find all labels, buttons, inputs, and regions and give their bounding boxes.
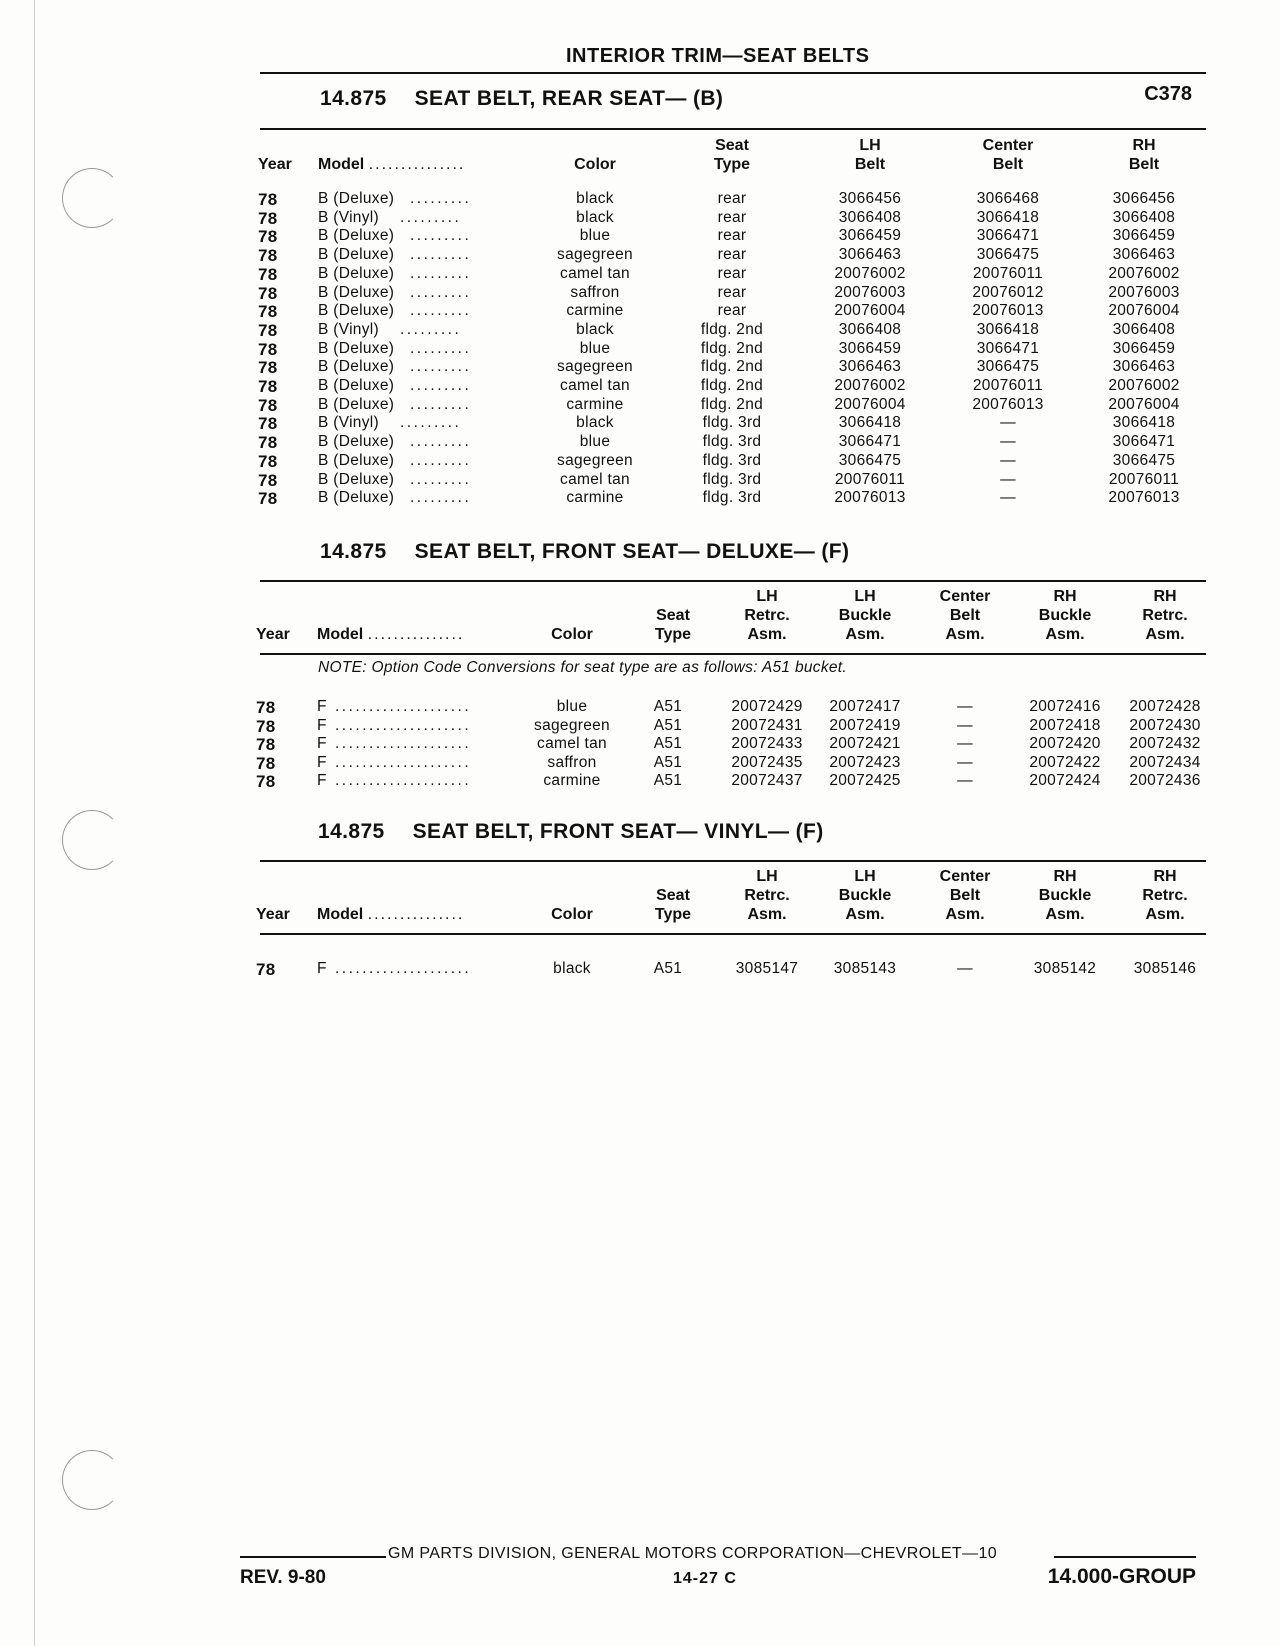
seat-type-cell: rear (717, 302, 747, 320)
rh-belt-cell: 3066408 (1112, 320, 1176, 338)
lh-belt-cell: 3066459 (838, 227, 902, 245)
table-row (0, 471, 1280, 490)
year-cell: 78 (256, 753, 276, 773)
rh-buckle-cell: 20072424 (1029, 772, 1101, 789)
seat-type-cell: fldg. 2nd (700, 377, 764, 394)
rh-belt-cell: 3066418 (1112, 414, 1176, 432)
rh-buckle-cell: 3085142 (1033, 960, 1097, 977)
model-cell: F (317, 772, 327, 789)
section-number: 14.875 (320, 87, 387, 110)
year-cell: 78 (258, 208, 278, 228)
catalog-code: C378 (1144, 83, 1192, 105)
section-number: 14.875 (320, 540, 387, 563)
year-cell: 78 (258, 395, 278, 415)
section-title-rear (320, 87, 723, 111)
table-row (0, 227, 1280, 246)
col-year: Year (256, 906, 290, 923)
dot-leader: .................... (335, 960, 472, 977)
center-belt-cell: 3066475 (976, 246, 1040, 264)
seat-type-cell: rear (717, 227, 747, 245)
col-color: Color (551, 906, 593, 923)
center-belt-cell: 3066418 (976, 208, 1040, 226)
seat-type-cell: rear (717, 283, 747, 301)
seat-type-cell: fldg. 3rd (702, 433, 762, 451)
year-cell: 78 (258, 470, 278, 490)
rh-belt-cell: 3066456 (1112, 190, 1176, 207)
section-number: 14.875 (318, 820, 385, 843)
table-row (0, 396, 1280, 415)
dot-leader: ............... (367, 626, 465, 643)
dot-leader: ......... (410, 264, 472, 282)
dot-leader: ......... (410, 190, 472, 207)
lh-buckle-cell: 20072421 (829, 735, 901, 752)
col-year: Year (258, 156, 292, 173)
footer-rule-left (240, 1556, 386, 1558)
color-cell: blue (579, 227, 611, 245)
col-rh-buckle: RH Buckle Asm. (1038, 588, 1092, 643)
model-cell: B (Deluxe) (318, 470, 395, 488)
table-row (0, 735, 1280, 754)
rh-retrc-cell: 20072428 (1129, 698, 1201, 715)
color-cell: camel tan (560, 377, 630, 394)
table-row (0, 414, 1280, 433)
model-cell: B (Deluxe) (318, 302, 395, 320)
table-row (0, 698, 1280, 717)
color-cell: black (576, 320, 614, 338)
col-rh-retrc: RH Retrc. Asm. (1142, 588, 1188, 643)
page-number: 14-27 C (673, 1570, 737, 1587)
col-color: Color (574, 156, 616, 173)
center-belt-cell: 3066471 (976, 339, 1040, 357)
dot-leader: .................... (335, 716, 472, 734)
col-lh-retrc: LH Retrc. Asm. (744, 868, 790, 923)
dot-leader: ......... (410, 246, 472, 264)
col-model: Model ............... (317, 626, 465, 643)
dot-leader: ......... (400, 414, 462, 432)
dot-leader: .................... (335, 772, 472, 789)
dot-leader: ......... (400, 208, 462, 226)
seat-type-cell: A51 (653, 716, 683, 734)
dot-leader: ............... (367, 906, 465, 923)
color-cell: carmine (566, 395, 624, 413)
model-cell: B (Vinyl) (318, 320, 379, 338)
footer-publisher: GM PARTS DIVISION, GENERAL MOTORS CORPORATION—CHEVROLET—10 (388, 1545, 998, 1562)
model-cell: F (317, 716, 327, 734)
lh-retrc-cell: 20072435 (731, 753, 803, 771)
rh-belt-cell: 3066463 (1112, 246, 1176, 264)
model-cell: B (Deluxe) (318, 190, 395, 207)
color-cell: carmine (543, 772, 601, 789)
model-cell: B (Deluxe) (318, 377, 395, 394)
center-belt-cell: 3066418 (976, 320, 1040, 338)
center-belt-cell: 20076011 (972, 264, 1044, 282)
rh-belt-cell: 3066459 (1112, 339, 1176, 357)
dot-leader: ......... (410, 489, 472, 507)
model-cell: B (Deluxe) (318, 451, 395, 469)
table-row (0, 190, 1280, 209)
col-model: Model ............... (318, 156, 466, 173)
seat-type-cell: fldg. 2nd (700, 358, 764, 376)
lh-belt-cell: 3066475 (838, 451, 902, 469)
seat-type-cell: A51 (653, 698, 683, 715)
table-row (0, 284, 1280, 303)
model-cell: B (Deluxe) (318, 264, 395, 282)
table-row (0, 489, 1280, 508)
seat-type-cell: A51 (653, 772, 683, 789)
dot-leader: .................... (335, 698, 472, 715)
seat-type-cell: fldg. 2nd (700, 395, 764, 413)
rh-belt-cell: 3066475 (1112, 451, 1176, 469)
center-belt-cell: 3066468 (976, 190, 1040, 207)
model-cell: B (Vinyl) (318, 208, 379, 226)
section-rule (260, 580, 1206, 582)
center-belt-cell: — (957, 698, 973, 715)
section-title-front-vinyl (318, 820, 824, 844)
table-row (0, 265, 1280, 284)
rh-retrc-cell: 3085146 (1133, 960, 1197, 977)
dot-leader: ......... (400, 320, 462, 338)
dot-leader: ......... (410, 395, 472, 413)
lh-belt-cell: 20076004 (834, 302, 906, 320)
color-cell: camel tan (560, 470, 630, 488)
rh-retrc-cell: 20072432 (1129, 735, 1201, 752)
seat-type-cell: fldg. 2nd (700, 339, 764, 357)
col-rh-belt: RH Belt (1128, 137, 1160, 173)
year-cell: 78 (256, 735, 276, 754)
center-belt-cell: — (957, 753, 973, 771)
rh-buckle-cell: 20072420 (1029, 735, 1101, 752)
rh-belt-cell: 3066459 (1112, 227, 1176, 245)
group-number: 14.000-GROUP (1047, 1565, 1196, 1588)
year-cell: 78 (258, 283, 278, 303)
year-cell: 78 (258, 264, 278, 284)
lh-belt-cell: 3066408 (838, 320, 902, 338)
dot-leader: ......... (410, 470, 472, 488)
seat-type-cell: fldg. 3rd (702, 414, 762, 432)
col-center-belt: Center Belt Asm. (939, 868, 991, 923)
rh-belt-cell: 20076003 (1108, 283, 1180, 301)
dot-leader: ......... (410, 302, 472, 320)
dot-leader: ......... (410, 358, 472, 376)
table-row (0, 358, 1280, 377)
header-underline (260, 653, 1206, 655)
model-cell: F (317, 960, 327, 977)
color-cell: sagegreen (557, 246, 633, 264)
center-belt-cell: 20076013 (972, 395, 1044, 413)
model-cell: F (317, 753, 327, 771)
dot-leader: ......... (410, 377, 472, 394)
rh-buckle-cell: 20072416 (1029, 698, 1101, 715)
color-cell: camel tan (537, 735, 607, 752)
color-cell: saffron (570, 283, 620, 301)
color-cell: black (576, 414, 614, 432)
color-cell: camel tan (560, 264, 630, 282)
year-cell: 78 (258, 190, 278, 209)
model-cell: B (Deluxe) (318, 489, 395, 507)
model-cell: B (Deluxe) (318, 358, 395, 376)
table-row (0, 321, 1280, 340)
col-lh-buckle: LH Buckle Asm. (838, 588, 892, 643)
color-cell: sagegreen (534, 716, 610, 734)
rh-retrc-cell: 20072434 (1129, 753, 1201, 771)
table-row (0, 377, 1280, 396)
rh-belt-cell: 20076002 (1108, 377, 1180, 394)
rh-belt-cell: 20076011 (1108, 470, 1180, 488)
seat-type-cell: fldg. 3rd (702, 451, 762, 469)
dot-leader: .................... (335, 753, 472, 771)
model-cell: B (Vinyl) (318, 414, 379, 432)
section-heading: SEAT BELT, FRONT SEAT— VINYL— (F) (412, 820, 824, 843)
year-cell: 78 (258, 320, 278, 340)
model-cell: B (Deluxe) (318, 339, 395, 357)
color-cell: carmine (566, 489, 624, 507)
lh-retrc-cell: 20072433 (731, 735, 803, 752)
footer-rule-right (1054, 1556, 1196, 1558)
lh-buckle-cell: 20072417 (829, 698, 901, 715)
lh-belt-cell: 20076003 (834, 283, 906, 301)
table-row (0, 246, 1280, 265)
year-cell: 78 (258, 451, 278, 471)
year-cell: 78 (258, 227, 278, 247)
col-center-belt: Center Belt Asm. (939, 588, 991, 643)
table-row (0, 433, 1280, 452)
rh-belt-cell: 20076004 (1108, 302, 1180, 320)
lh-belt-cell: 3066408 (838, 208, 902, 226)
color-cell: saffron (547, 753, 597, 771)
section-heading: SEAT BELT, FRONT SEAT— DELUXE— (F) (414, 540, 850, 563)
color-cell: carmine (566, 302, 624, 320)
year-cell: 78 (258, 358, 278, 378)
year-cell: 78 (258, 246, 278, 266)
revision-date: REV. 9-80 (240, 1567, 326, 1588)
rh-retrc-cell: 20072430 (1129, 716, 1201, 734)
rh-buckle-cell: 20072418 (1029, 716, 1101, 734)
rh-belt-cell: 3066463 (1112, 358, 1176, 376)
year-cell: 78 (256, 960, 276, 979)
table-row (0, 772, 1280, 791)
col-year: Year (256, 626, 290, 643)
lh-belt-cell: 20076013 (834, 489, 906, 507)
year-cell: 78 (258, 489, 278, 509)
year-cell: 78 (258, 339, 278, 359)
table-row (0, 754, 1280, 773)
header-rule (260, 72, 1206, 74)
seat-type-cell: fldg. 3rd (702, 489, 762, 507)
center-belt-cell: — (1000, 489, 1016, 507)
seat-type-cell: rear (717, 190, 747, 207)
col-seat-type: Seat Type (713, 137, 751, 173)
center-belt-cell: — (957, 716, 973, 734)
center-belt-cell: 3066471 (976, 227, 1040, 245)
section-title-front-deluxe (320, 540, 849, 564)
table-row (0, 209, 1280, 228)
seat-type-cell: rear (717, 246, 747, 264)
table-row (0, 452, 1280, 471)
lh-belt-cell: 3066471 (838, 433, 902, 451)
col-seat-type: Seat Type (654, 607, 692, 643)
seat-type-cell: A51 (653, 753, 683, 771)
model-cell: B (Deluxe) (318, 246, 395, 264)
dot-leader: ......... (410, 283, 472, 301)
model-cell: F (317, 735, 327, 752)
year-cell: 78 (258, 377, 278, 396)
color-cell: blue (556, 698, 588, 715)
section-rule (260, 128, 1206, 130)
center-belt-cell: 20076011 (972, 377, 1044, 394)
lh-buckle-cell: 20072419 (829, 716, 901, 734)
lh-retrc-cell: 20072431 (731, 716, 803, 734)
color-cell: sagegreen (557, 358, 633, 376)
col-lh-belt: LH Belt (854, 137, 886, 173)
lh-belt-cell: 20076002 (834, 377, 906, 394)
lh-belt-cell: 3066456 (838, 190, 902, 207)
year-cell: 78 (258, 433, 278, 453)
col-lh-retrc: LH Retrc. Asm. (744, 588, 790, 643)
rh-belt-cell: 20076004 (1108, 395, 1180, 413)
lh-belt-cell: 3066463 (838, 358, 902, 376)
lh-retrc-cell: 3085147 (735, 960, 799, 977)
col-color: Color (551, 626, 593, 643)
rh-belt-cell: 3066471 (1112, 433, 1176, 451)
col-lh-buckle: LH Buckle Asm. (838, 868, 892, 923)
year-cell: 78 (258, 302, 278, 322)
center-belt-cell: 3066475 (976, 358, 1040, 376)
rh-belt-cell: 3066408 (1112, 208, 1176, 226)
table-row (0, 340, 1280, 359)
lh-buckle-cell: 20072423 (829, 753, 901, 771)
model-cell: F (317, 698, 327, 715)
center-belt-cell: — (1000, 451, 1016, 469)
lh-belt-cell: 20076004 (834, 395, 906, 413)
punch-hole (62, 1450, 122, 1510)
center-belt-cell: — (957, 735, 973, 752)
col-model: Model ............... (317, 906, 465, 923)
dot-leader: ......... (410, 227, 472, 245)
color-cell: black (553, 960, 591, 977)
table-row (0, 960, 1280, 979)
color-cell: black (576, 190, 614, 207)
color-cell: blue (579, 339, 611, 357)
dot-leader: ......... (410, 451, 472, 469)
lh-buckle-cell: 3085143 (833, 960, 897, 977)
col-rh-retrc: RH Retrc. Asm. (1142, 868, 1188, 923)
model-cell: B (Deluxe) (318, 433, 395, 451)
model-cell: B (Deluxe) (318, 283, 395, 301)
punch-hole (62, 810, 122, 870)
rh-belt-cell: 20076002 (1108, 264, 1180, 282)
rh-retrc-cell: 20072436 (1129, 772, 1201, 789)
lh-retrc-cell: 20072429 (731, 698, 803, 715)
center-belt-cell: 20076013 (972, 302, 1044, 320)
seat-type-cell: A51 (653, 960, 683, 977)
color-cell: sagegreen (557, 451, 633, 469)
header-underline (260, 933, 1206, 935)
section-heading: SEAT BELT, REAR SEAT— (B) (414, 87, 724, 110)
seat-type-cell: fldg. 3rd (702, 470, 762, 488)
table-row (0, 717, 1280, 736)
lh-retrc-cell: 20072437 (731, 772, 803, 789)
rh-belt-cell: 20076013 (1108, 489, 1180, 507)
table-row (0, 302, 1280, 321)
seat-type-cell: rear (717, 264, 747, 282)
rh-buckle-cell: 20072422 (1029, 753, 1101, 771)
seat-type-cell: A51 (653, 735, 683, 752)
color-cell: blue (579, 433, 611, 451)
year-cell: 78 (258, 414, 278, 434)
center-belt-cell: — (1000, 414, 1016, 432)
model-cell: B (Deluxe) (318, 227, 395, 245)
lh-belt-cell: 20076002 (834, 264, 906, 282)
year-cell: 78 (256, 716, 276, 736)
color-cell: black (576, 208, 614, 226)
lh-buckle-cell: 20072425 (829, 772, 901, 789)
lh-belt-cell: 3066463 (838, 246, 902, 264)
seat-type-cell: fldg. 2nd (700, 320, 764, 338)
lh-belt-cell: 3066459 (838, 339, 902, 357)
page-header-title: INTERIOR TRIM—SEAT BELTS (566, 45, 870, 67)
seat-type-cell: rear (717, 208, 747, 226)
center-belt-cell: — (1000, 470, 1016, 488)
dot-leader: ......... (410, 339, 472, 357)
col-seat-type: Seat Type (654, 887, 692, 923)
center-belt-cell: 20076012 (972, 283, 1044, 301)
model-cell: B (Deluxe) (318, 395, 395, 413)
option-code-note: NOTE: Option Code Conversions for seat type are as follows: A51 bucket. (318, 659, 848, 676)
dot-leader: ............... (368, 156, 466, 173)
center-belt-cell: — (1000, 433, 1016, 451)
center-belt-cell: — (957, 772, 973, 789)
dot-leader: .................... (335, 735, 472, 752)
year-cell: 78 (256, 772, 276, 791)
lh-belt-cell: 3066418 (838, 414, 902, 432)
col-rh-buckle: RH Buckle Asm. (1038, 868, 1092, 923)
col-center-belt: Center Belt (982, 137, 1034, 173)
year-cell: 78 (256, 698, 276, 717)
section-rule (260, 860, 1206, 862)
center-belt-cell: — (957, 960, 973, 977)
lh-belt-cell: 20076011 (834, 470, 906, 488)
dot-leader: ......... (410, 433, 472, 451)
